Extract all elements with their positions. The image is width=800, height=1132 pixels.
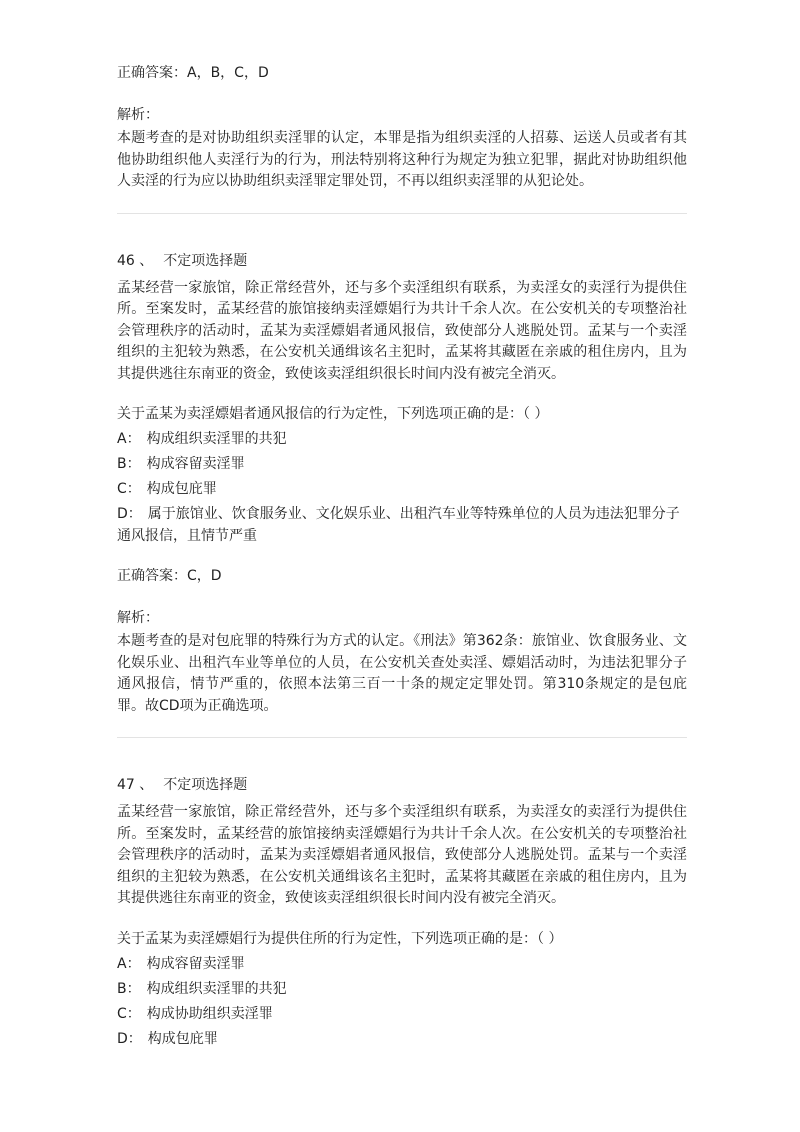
- prev-analysis-text: 本题考查的是对协助组织卖淫罪的认定，本罪是指为组织卖淫的人招募、运送人员或者有其他协助组织他人卖淫行为的行为，刑法特别将这种行为规定为独立犯罪，据此对协助组织他人卖淫的行为应以协助组织卖淫罪定罪处罚，不再以组织卖淫罪的从犯论处。: [117, 130, 687, 189]
- option-label: B：: [117, 456, 141, 472]
- question-type: 不定项选择题: [163, 777, 248, 793]
- option-label: A：: [117, 431, 141, 447]
- option-c: [117, 477, 687, 502]
- option-text: 构成组织卖淫罪的共犯: [146, 431, 287, 447]
- option-b: [117, 977, 687, 1002]
- question-header-46: [117, 248, 687, 274]
- option-label: A：: [117, 955, 141, 972]
- answer-value: C，D: [187, 568, 222, 584]
- answer-value: A，B，C，D: [187, 65, 269, 81]
- option-text: 构成容留卖淫罪: [146, 456, 245, 472]
- document-page: [117, 60, 687, 1052]
- answer-label: 正确答案：: [117, 568, 187, 584]
- option-text: 构成包庇罪: [147, 1030, 218, 1047]
- option-label: B：: [117, 980, 141, 997]
- option-a: [117, 427, 687, 452]
- option-text: 构成包庇罪: [146, 481, 217, 497]
- option-label: D：: [117, 1030, 142, 1047]
- question-number: 47 、: [117, 777, 154, 793]
- option-label: C：: [117, 481, 141, 497]
- option-text: 构成组织卖淫罪的共犯: [146, 980, 287, 997]
- option-label: D：: [117, 506, 142, 522]
- option-text: 构成容留卖淫罪: [146, 955, 245, 972]
- question-number: 46 、: [117, 252, 154, 269]
- question-header-47: [117, 772, 687, 798]
- analysis-label-46: 解析：: [117, 610, 159, 626]
- answer-46: [117, 563, 687, 589]
- analysis-text-46: 本题考查的是对包庇罪的特殊行为方式的认定。《刑法》第362条：旅馆业、饮食服务业、文化娱乐业、出租汽车业等单位的人员，在公安机关查处卖淫、嫖娼活动时，为违法犯罪分子通风报信，情节严重的，依照本法第三百一十条的规定定罪处罚。第310条规定的是包庇罪。故CD项为正确选项。: [117, 633, 687, 714]
- option-a: [117, 952, 687, 977]
- question-stem-47: 孟某经营一家旅馆，除正常经营外，还与多个卖淫组织有联系，为卖淫女的卖淫行为提供住所。至案发时，孟某经营的旅馆接纳卖淫嫖娼行为共计千余人次。在公安机关的专项整治社会管理秩序的活动时，孟某为卖淫嫖娼者通风报信，致使部分人逃脱处罚。孟某与一个卖淫组织的主犯较为熟悉，在公安机关通缉该名主犯时，孟某将其藏匿在亲戚的租住房内，且为其提供逃往东南亚的资金，致使该卖淫组织很长时间内没有被完全消灭。: [117, 804, 687, 906]
- option-text: 构成协助组织卖淫罪: [146, 1005, 273, 1022]
- question-prompt-47: 关于孟某为卖淫嫖娼行为提供住所的行为定性，下列选项正确的是：（ ）: [117, 930, 563, 947]
- option-b: [117, 452, 687, 477]
- question-divider: [117, 737, 687, 738]
- option-c: [117, 1002, 687, 1027]
- question-divider: [117, 213, 687, 214]
- question-prompt-46: 关于孟某为卖淫嫖娼者通风报信的行为定性，下列选项正确的是：（ ）: [117, 406, 549, 422]
- option-d: [117, 1027, 687, 1052]
- option-d: [117, 504, 687, 547]
- prev-answer: [117, 60, 687, 86]
- prev-analysis-label: 解析：: [117, 107, 159, 123]
- question-type: 不定项选择题: [163, 252, 248, 269]
- question-stem-46: 孟某经营一家旅馆，除正常经营外，还与多个卖淫组织有联系，为卖淫女的卖淫行为提供住所。至案发时，孟某经营的旅馆接纳卖淫嫖娼行为共计千余人次。在公安机关的专项整治社会管理秩序的活动时，孟某为卖淫嫖娼者通风报信，致使部分人逃脱处罚。孟某与一个卖淫组织的主犯较为熟悉，在公安机关通缉该名主犯时，孟某将其藏匿在亲戚的租住房内，且为其提供逃往东南亚的资金，致使该卖淫组织很长时间内没有被完全消灭。: [117, 279, 687, 382]
- option-label: C：: [117, 1005, 141, 1022]
- answer-label: 正确答案：: [117, 65, 187, 81]
- option-text: 属于旅馆业、饮食服务业、文化娱乐业、出租汽车业等特殊单位的人员为违法犯罪分子通风报信，且情节严重: [117, 506, 680, 544]
